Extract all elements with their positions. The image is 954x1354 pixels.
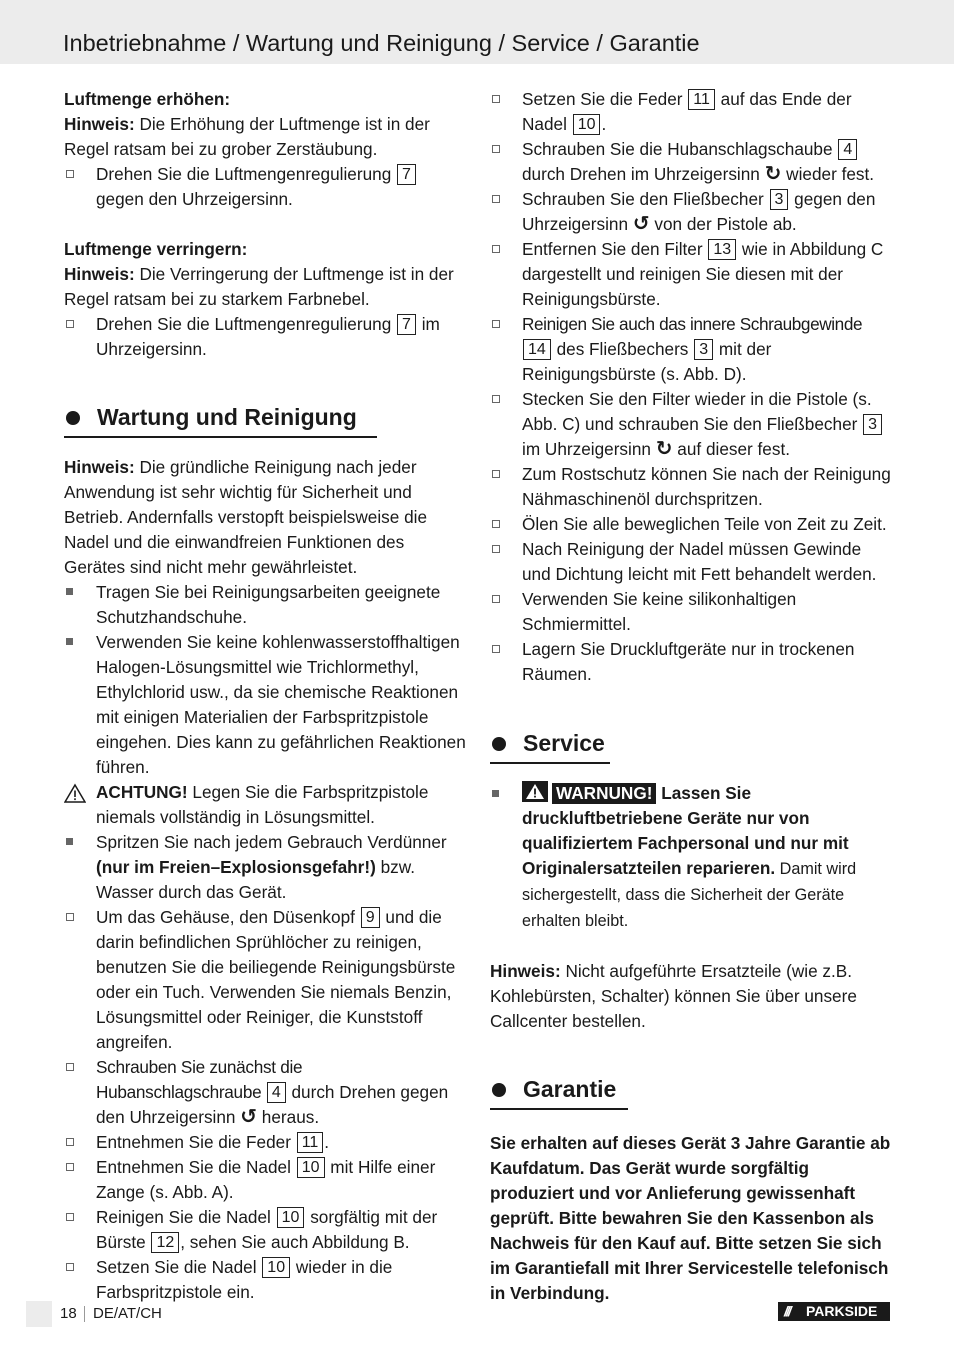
section-underline [64, 436, 377, 438]
page-title: Inbetriebnahme / Wartung und Reinigung / Service / Garantie [63, 30, 700, 56]
checkbox-bullet-icon [492, 95, 500, 103]
rust-item [490, 462, 892, 512]
part-ref: 14 [523, 339, 551, 360]
brand-logo [778, 1302, 890, 1321]
item-text: auf das Ende der Nadel [522, 89, 852, 134]
square-bullet-icon [492, 790, 499, 797]
item-text: des Fließbechers [551, 339, 694, 359]
remove-cup-item [490, 187, 892, 237]
section-bullet-icon [492, 737, 506, 751]
part-ref: 3 [694, 339, 713, 360]
item-text: Nach Reinigung der Nadel müssen Gewinde und Dichtung leicht mit Fett behandelt werden. [522, 539, 877, 584]
square-bullet-icon [66, 588, 73, 595]
section-bullet-icon [492, 1083, 506, 1097]
warning-text: Lassen Sie druckluftbetriebene Geräte nur von qualifiziertem Fachpersonal und nur mit Originalersatzteilen reparieren. [522, 783, 849, 878]
item-text: Ölen Sie alle beweglichen Teile von Zeit zu Zeit. [522, 514, 887, 534]
item-text: Reinigen Sie die Nadel [96, 1207, 276, 1227]
item-text: mit Hilfe einer Zange (s. Abb. A). [96, 1157, 436, 1202]
checkbox-bullet-icon [66, 1263, 74, 1271]
checkbox-bullet-icon [66, 320, 74, 328]
refit-filter-item [490, 387, 892, 462]
warranty-text: Sie erhalten auf dieses Gerät 3 Jahre Garantie ab Kaufdatum. Das Gerät wurde sorgfältig produziert und vor Anlieferung gewissenhaft geprüft. Bitte bewahren Sie den Kassenbon als Nachweis für den Kauf auf. Bitte setzen Sie sich im Garantiefall mit Ihrer Servicestelle telefonisch in Verbindung. [490, 1133, 891, 1303]
item-text: Entfernen Sie den Filter [522, 239, 708, 259]
note-text: Die Erhöhung der Luftmenge ist in der Regel ratsam bei zu grober Zerstäubung. [64, 114, 430, 159]
footer-divider [84, 1306, 85, 1322]
note-label: Hinweis: [490, 961, 561, 981]
item-text: Damit wird sichergestellt, dass die Sicherheit der Geräte erhalten bleibt. [522, 860, 857, 930]
service-warning-item [490, 781, 892, 934]
item-text: mit der Reinigungsbürste (s. Abb. D). [522, 339, 772, 384]
item-text: Setzen Sie die Feder [522, 89, 688, 109]
clean-needle-item [64, 1205, 466, 1255]
right-column [490, 87, 892, 1306]
part-ref: 9 [361, 907, 380, 928]
item-text: Lagern Sie Druckluftgeräte nur in trockenen Räumen. [522, 639, 855, 684]
clockwise-arrow-icon: ↻ [764, 163, 782, 185]
checkbox-bullet-icon [492, 470, 500, 478]
warranty-title: Garantie [523, 1076, 617, 1102]
clockwise-arrow-icon: ↻ [655, 438, 673, 460]
item-text: Spritzen Sie nach jedem Gebrauch Verdünner [96, 832, 447, 852]
part-ref: 4 [267, 1082, 286, 1103]
clean-thread-item [490, 312, 892, 387]
checkbox-bullet-icon [66, 913, 74, 921]
step-text: Drehen Sie die Luftmengenregulierung [96, 314, 397, 334]
item-text: Zum Rostschutz können Sie nach der Reinigung Nähmaschinenöl durchspritzen. [522, 464, 891, 509]
page-number: 18 [60, 1305, 77, 1322]
solvents-item [64, 630, 466, 780]
item-text: , sehen Sie auch Abbildung B. [180, 1232, 410, 1252]
part-ref: 11 [297, 1132, 324, 1153]
air-decrease-note [64, 262, 466, 312]
part-ref: 10 [297, 1157, 325, 1178]
item-text: Reinigen Sie auch das innere Schraubgewinde [522, 314, 863, 334]
note-text: Nicht aufgeführte Ersatzteile (wie z.B. Kohlebürsten, Schalter) können Sie über unsere Callcenter bestellen. [490, 961, 857, 1031]
part-ref: 10 [262, 1257, 290, 1278]
service-section-header [490, 725, 892, 765]
note-label: Hinweis: [64, 457, 135, 477]
item-text: Tragen Sie bei Reinigungsarbeiten geeignete Schutzhandschuhe. [96, 582, 441, 627]
fit-spring-item [490, 87, 892, 137]
note-label: Hinweis: [64, 264, 135, 284]
item-text: Entnehmen Sie die Feder [96, 1132, 296, 1152]
part-ref: 7 [397, 164, 416, 185]
explosion-warning: (nur im Freien–Explosionsgefahr!) [96, 857, 376, 877]
part-ref: 12 [151, 1232, 179, 1253]
remove-filter-item [490, 237, 892, 312]
checkbox-bullet-icon [492, 645, 500, 653]
part-ref: 3 [863, 414, 882, 435]
item-text: im Uhrzeigersinn [522, 439, 656, 459]
section-underline [490, 1108, 628, 1110]
item-text: Verwenden Sie keine silikonhaltigen Schmiermittel. [522, 589, 797, 634]
air-increase-heading: Luftmenge erhöhen: [64, 89, 231, 109]
left-column [64, 87, 466, 1305]
note-text: Die gründliche Reinigung nach jeder Anwendung ist sehr wichtig für Sicherheit und Betrieb. Andernfalls verstopft beispielsweise die Nadel und die einwandfreien Funktionen des Gerätes sind nicht mehr gewährleistet. [64, 457, 428, 577]
note-label: Hinweis: [64, 114, 135, 134]
item-text: sorgfältig mit der Bürste [96, 1207, 438, 1252]
warning-badge: WARNUNG! [552, 783, 656, 804]
item-text: bzw. Wasser durch das Gerät. [96, 857, 415, 902]
item-text: wie in Abbildung C dargestellt und reinigen Sie diesen mit der Reinigungsbürste. [522, 239, 884, 309]
item-text: und die darin befindlichen Sprühlöcher zu reinigen, benutzen Sie die beiliegende Reinigungsbürste oder ein Tuch. Verwenden Sie niemals Benzin, Lösungsmittel oder Reiniger, die Kunststoff angreifen. [96, 907, 456, 1052]
item-text: Stecken Sie den Filter wieder in die Pistole (s. Abb. C) und schrauben Sie den Fließbecher [522, 389, 872, 434]
checkbox-bullet-icon [492, 520, 500, 528]
maintenance-title: Wartung und Reinigung [97, 404, 357, 430]
item-text: heraus. [257, 1107, 320, 1127]
part-ref: 13 [708, 239, 736, 260]
counterclockwise-arrow-icon: ↺ [632, 213, 650, 235]
note-text: Die Verringerung der Luftmenge ist in der Regel ratsam bei zu starkem Farbnebel. [64, 264, 454, 309]
insert-needle-item [64, 1255, 466, 1305]
item-text: wieder fest. [781, 164, 875, 184]
checkbox-bullet-icon [492, 595, 500, 603]
caution-label: ACHTUNG! [96, 782, 188, 802]
brand-stripes: /// [784, 1303, 790, 1319]
grease-item [490, 537, 892, 587]
part-ref: 4 [838, 139, 857, 160]
remove-needle-item [64, 1155, 466, 1205]
section-bullet-icon [66, 411, 80, 425]
warranty-section-header [490, 1071, 892, 1111]
part-ref: 7 [397, 314, 416, 335]
checkbox-bullet-icon [492, 245, 500, 253]
maintenance-note [64, 455, 466, 580]
storage-item [490, 637, 892, 687]
item-text: Schrauben Sie zunächst die Hubanschlagschraube [96, 1057, 303, 1102]
item-text: Legen Sie die Farbspritzpistole niemals vollständig in Lösungsmittel. [96, 782, 429, 827]
part-ref: 11 [688, 89, 715, 110]
air-increase-step [64, 162, 466, 212]
item-text: auf dieser fest. [672, 439, 791, 459]
part-ref: 10 [277, 1207, 305, 1228]
brand-name: PARKSIDE [806, 1303, 878, 1319]
air-increase-note [64, 112, 466, 162]
item-text: . [324, 1132, 330, 1152]
checkbox-bullet-icon [66, 1063, 74, 1071]
air-decrease-heading: Luftmenge verringern: [64, 239, 248, 259]
item-text: . [601, 114, 607, 134]
step-text: gegen den Uhrzeigersinn. [96, 189, 293, 209]
section-underline [490, 762, 610, 764]
item-text: durch Drehen gegen den Uhrzeigersinn [96, 1082, 449, 1127]
gloves-item [64, 580, 466, 630]
checkbox-bullet-icon [492, 195, 500, 203]
item-text: Schrauben Sie den Fließbecher [522, 189, 769, 209]
page-header [0, 0, 954, 64]
item-text: von der Pistole ab. [649, 214, 797, 234]
warning-triangle-icon [522, 781, 548, 802]
item-text: Schrauben Sie die Hubanschlagschaube [522, 139, 838, 159]
checkbox-bullet-icon [66, 1163, 74, 1171]
counterclockwise-arrow-icon: ↺ [240, 1106, 258, 1128]
item-text: wieder in die Farbspritzpistole ein. [96, 1257, 393, 1302]
checkbox-bullet-icon [492, 545, 500, 553]
tighten-screw-item [490, 137, 892, 187]
silicone-item [490, 587, 892, 637]
item-text: Verwenden Sie keine kohlenwasserstoffhaltigen Halogen-Lösungsmittel wie Trichlormethyl, Ethylchlorid usw., da sie chemische Reaktionen mit einigen Materialien der Farbspritzpistole eingehen. Dies kann zu gefährlichen Reaktionen führen. [96, 632, 466, 777]
caution-item [64, 780, 466, 830]
service-title: Service [523, 730, 605, 756]
item-text: Um das Gehäuse, den Düsenkopf [96, 907, 360, 927]
step-text: Drehen Sie die Luftmengenregulierung [96, 164, 397, 184]
remove-spring-item [64, 1130, 466, 1155]
checkbox-bullet-icon [492, 320, 500, 328]
square-bullet-icon [66, 638, 73, 645]
air-decrease-step [64, 312, 466, 362]
unscrew-item [64, 1055, 466, 1130]
checkbox-bullet-icon [66, 1213, 74, 1221]
service-note [490, 959, 892, 1034]
locale-label: DE/AT/CH [93, 1305, 162, 1322]
item-text: Entnehmen Sie die Nadel [96, 1157, 296, 1177]
thinner-item [64, 830, 466, 905]
item-text: gegen den Uhrzeigersinn [522, 189, 876, 234]
warning-triangle-icon [64, 783, 86, 803]
part-ref: 3 [770, 189, 789, 210]
part-ref: 10 [573, 114, 601, 135]
step-text: im Uhrzeigersinn. [96, 314, 440, 359]
footer-marker [26, 1301, 52, 1327]
nozzle-item [64, 905, 466, 1055]
checkbox-bullet-icon [492, 395, 500, 403]
checkbox-bullet-icon [66, 170, 74, 178]
square-bullet-icon [66, 838, 73, 845]
maintenance-section-header [64, 399, 466, 439]
item-text: durch Drehen im Uhrzeigersinn [522, 164, 765, 184]
item-text: Setzen Sie die Nadel [96, 1257, 262, 1277]
checkbox-bullet-icon [66, 1138, 74, 1146]
checkbox-bullet-icon [492, 145, 500, 153]
oil-item [490, 512, 892, 537]
